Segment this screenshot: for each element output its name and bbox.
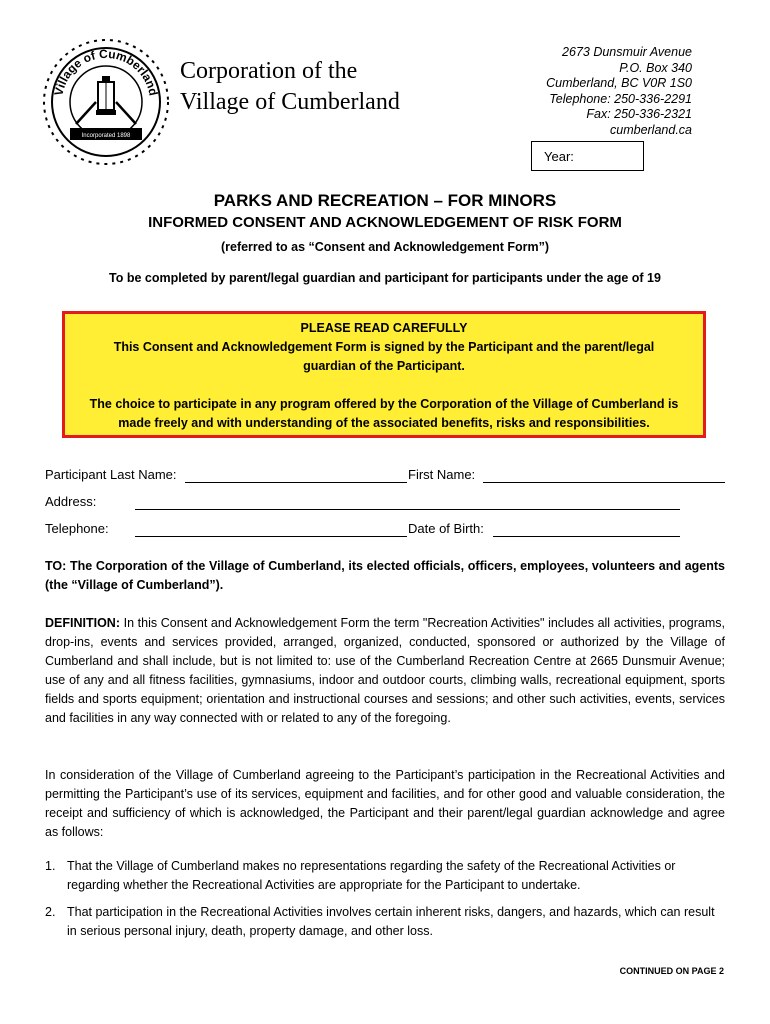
last-name-input[interactable] [185, 466, 407, 483]
form-subtitle: INFORMED CONSENT AND ACKNOWLEDGEMENT OF RISK FORM [148, 214, 622, 231]
seal-bottom-text: Incorporated 1898 [81, 133, 131, 139]
notice-heading: PLEASE READ CAREFULLY [300, 321, 468, 335]
list-item-text: That participation in the Recreational Activities involves certain inherent risks, dangers, and hazards, which can result in serious personal injury, death, property damage, and other loss. [67, 905, 715, 938]
notice-para-2: The choice to participate in any program offered by the Corporation of the Village of Cumberland is made freely and with understanding of the associated benefits, risks and responsibilities. [89, 397, 679, 430]
organization-name: Corporation of the Village of Cumberland [180, 58, 400, 115]
first-name-label: First Name: [408, 467, 476, 482]
website-line: cumberland.ca [610, 122, 692, 137]
address-line: Cumberland, BC V0R 1S0 [546, 76, 692, 90]
address-label: Address: [45, 494, 97, 509]
fax-line: Fax: 250-336-2321 [586, 107, 692, 121]
addressee-paragraph: TO: The Corporation of the Village of Cumberland, its elected officials, officers, employees, volunteers and agents (the “Village of Cumberland”). [45, 559, 725, 592]
year-label: Year: [544, 149, 574, 164]
address-input[interactable] [135, 493, 680, 510]
list-item-number: 1. [45, 859, 56, 873]
list-item [45, 857, 725, 895]
list-item [45, 903, 725, 941]
village-seal-logo [40, 36, 172, 168]
last-name-label: Participant Last Name: [45, 467, 177, 482]
contact-address [546, 45, 692, 138]
read-carefully-notice [62, 311, 706, 438]
list-item-text: That the Village of Cumberland makes no representations regarding the safety of the Recreational Activities or regarding whether the Recreational Activities are appropriate for the Participant to undertake. [67, 859, 676, 892]
miner-lamp-icon [96, 76, 116, 115]
dob-label: Date of Birth: [408, 521, 484, 536]
address-line: 2673 Dunsmuir Avenue [562, 45, 692, 59]
definition-text: In this Consent and Acknowledgement Form the term "Recreation Activities" includes all activities, programs, drop-ins, events and services provided, arranged, organized, conducted, sponsored or authorized by the Village of Cumberland and shall include, but is not limited to: use of the Cumberland Recreation Centre at 2665 Dunsmuir Avenue; use of any and all fitness facilities, gymnasiums, indoor and outdoor courts, climbing walls, recreational equipment, sports fields and sports equipment; orientation and instructional courses and sessions; and other such activities, events, services and facilities in any way connected with or related to any of the foregoing. [45, 616, 725, 725]
phone-line: Telephone: 250-336-2291 [549, 91, 692, 106]
dob-input[interactable] [493, 520, 680, 537]
seal-top-text: Village of Cumberland [51, 46, 161, 97]
telephone-input[interactable] [135, 520, 407, 537]
form-reference: (referred to as “Consent and Acknowledgement Form”) [220, 240, 550, 254]
continued-note: CONTINUED ON PAGE 2 [619, 966, 724, 976]
form-title: PARKS AND RECREATION – FOR MINORS [213, 191, 557, 210]
telephone-label: Telephone: [45, 521, 109, 536]
address-line: P.O. Box 340 [619, 60, 692, 75]
definition-label: DEFINITION: [45, 616, 120, 630]
form-instruction: To be completed by parent/legal guardian and participant for participants under the age of 19 [109, 271, 661, 285]
definition-paragraph [45, 614, 725, 728]
consideration-paragraph: In consideration of the Village of Cumberland agreeing to the Participant’s participation in the Recreational Activities and permitting the Participant’s use of its services, equipment and facilities, and for other good and valuable consideration, the receipt and sufficiency of which is acknowledged, the Participant and their parent/legal guardian acknowledge and agree as follows: [45, 768, 725, 839]
notice-para-1: This Consent and Acknowledgement Form is signed by the Participant and the parent/legal guardian of the Participant. [113, 340, 655, 373]
first-name-input[interactable] [483, 466, 725, 483]
list-item-number: 2. [45, 905, 56, 919]
year-field[interactable] [531, 141, 644, 171]
form-titles [0, 190, 770, 285]
